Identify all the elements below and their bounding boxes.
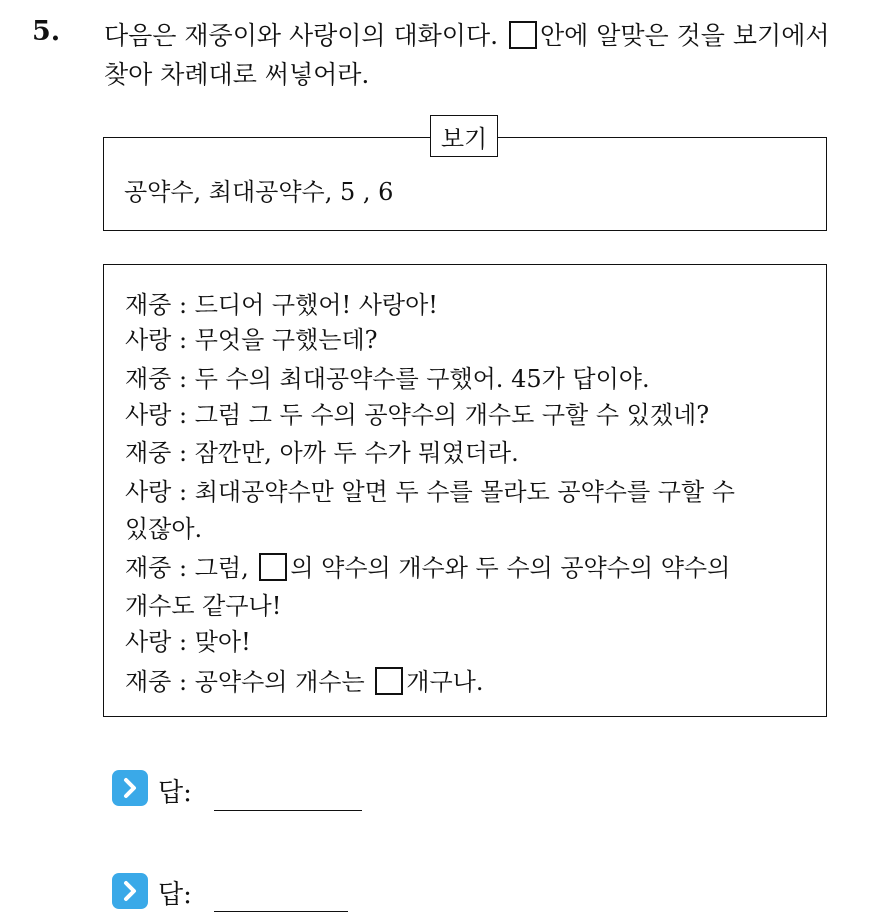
dialog-line: 사랑 : 그럼 그 두 수의 공약수의 개수도 구할 수 있겠네? <box>125 401 710 429</box>
bogi-content: 공약수, 최대공약수, 5 , 6 <box>124 178 394 206</box>
dialog-line: 사랑 : 무엇을 구했는데? <box>125 326 378 354</box>
dialog-line-blank-1 <box>125 548 730 583</box>
answer-field-1[interactable] <box>214 810 362 811</box>
dialog-line: 재중 : 잠깐만, 아까 두 수가 뭐였더라. <box>125 439 519 467</box>
answer-label: 답: <box>158 880 192 910</box>
question-line-2: 찾아 차례대로 써넣어라. <box>104 60 370 89</box>
blank-box-icon <box>509 21 537 49</box>
bogi-label: 보기 <box>430 115 498 157</box>
dialog-line: 있잖아. <box>125 515 203 543</box>
question-text-part-1: 다음은 재중이와 사랑이의 대화이다. <box>104 21 499 50</box>
chevron-right-icon <box>112 873 148 909</box>
dialog-line-blank-2 <box>125 662 483 697</box>
dialog-line: 사랑 : 맞아! <box>125 628 251 656</box>
question-line-1 <box>104 16 830 52</box>
chevron-right-icon <box>112 770 148 806</box>
dialog-text: 의 약수의 개수와 두 수의 공약수의 약수의 <box>290 554 731 582</box>
dialog-line: 재중 : 드디어 구했어! 사랑아! <box>125 291 438 319</box>
dialog-line: 사랑 : 최대공약수만 알면 두 수를 몰라도 공약수를 구할 수 <box>125 478 735 506</box>
question-text-part-2: 안에 알맞은 것을 보기에서 <box>540 21 830 50</box>
dialog-line: 재중 : 두 수의 최대공약수를 구했어. 45가 답이야. <box>125 365 650 393</box>
blank-box-icon <box>375 667 403 695</box>
answer-field-2[interactable] <box>214 911 348 912</box>
answer-label: 답: <box>158 778 192 808</box>
dialog-text: 재중 : 그럼, <box>125 554 249 582</box>
dialog-text: 개구나. <box>406 668 484 696</box>
question-number: 5. <box>32 16 61 47</box>
blank-box-icon <box>259 553 287 581</box>
dialog-text: 재중 : 공약수의 개수는 <box>125 668 365 696</box>
dialog-line: 개수도 같구나! <box>125 592 282 620</box>
